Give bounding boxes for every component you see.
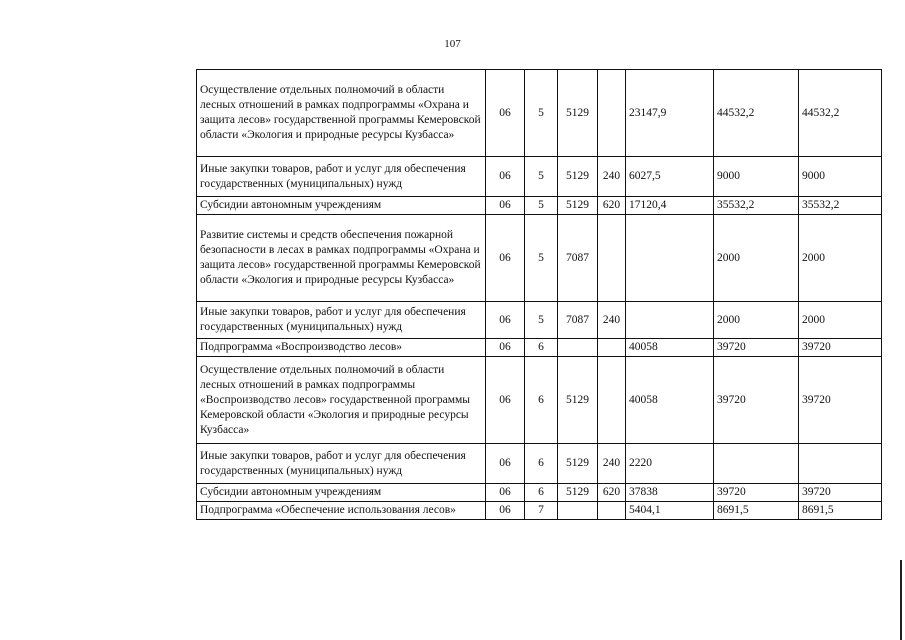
row-name: Подпрограмма «Обеспечение использования лесов»: [197, 502, 486, 520]
amount-3: 39720: [799, 484, 882, 502]
amount-3: [799, 444, 882, 484]
amount-3: 9000: [799, 157, 882, 197]
item-code: 5129: [558, 157, 598, 197]
amount-1: [626, 215, 714, 302]
item-code: [558, 339, 598, 357]
section-code: 06: [486, 357, 525, 444]
amount-2: 39720: [714, 484, 799, 502]
subsection-code: 5: [525, 70, 558, 157]
row-name: Иные закупки товаров, работ и услуг для обеспечения государственных (муниципальных) нужд: [197, 302, 486, 339]
amount-2: 2000: [714, 302, 799, 339]
amount-2: 35532,2: [714, 197, 799, 215]
item-code: 7087: [558, 302, 598, 339]
expense-type-code: [598, 339, 626, 357]
expense-type-code: [598, 70, 626, 157]
table-row: [197, 197, 882, 215]
amount-3: 39720: [799, 357, 882, 444]
row-name: Субсидии автономным учреждениям: [197, 197, 486, 215]
amount-1: 17120,4: [626, 197, 714, 215]
subsection-code: 6: [525, 444, 558, 484]
section-code: 06: [486, 302, 525, 339]
amount-2: 44532,2: [714, 70, 799, 157]
section-code: 06: [486, 502, 525, 520]
subsection-code: 5: [525, 215, 558, 302]
subsection-code: 7: [525, 502, 558, 520]
subsection-code: 5: [525, 302, 558, 339]
expense-type-code: 240: [598, 157, 626, 197]
amount-2: [714, 444, 799, 484]
amount-2: 2000: [714, 215, 799, 302]
amount-2: 9000: [714, 157, 799, 197]
section-code: 06: [486, 339, 525, 357]
subsection-code: 5: [525, 197, 558, 215]
amount-3: 2000: [799, 215, 882, 302]
amount-1: 40058: [626, 339, 714, 357]
budget-table: [196, 69, 882, 520]
subsection-code: 6: [525, 357, 558, 444]
amount-1: 37838: [626, 484, 714, 502]
section-code: 06: [486, 444, 525, 484]
amount-1: 6027,5: [626, 157, 714, 197]
row-name: Осуществление отдельных полномочий в области лесных отношений в рамках подпрограммы «Воспроизводство лесов» государственной программы Кемеровской области «Экология и природные ресурсы Кузбасса»: [197, 357, 486, 444]
item-code: [558, 502, 598, 520]
table-row: [197, 70, 882, 157]
table-row: [197, 302, 882, 339]
table-row: [197, 444, 882, 484]
row-name: Иные закупки товаров, работ и услуг для обеспечения государственных (муниципальных) нужд: [197, 157, 486, 197]
item-code: 5129: [558, 197, 598, 215]
amount-1: 40058: [626, 357, 714, 444]
subsection-code: 6: [525, 339, 558, 357]
amount-3: 2000: [799, 302, 882, 339]
amount-1: 5404,1: [626, 502, 714, 520]
amount-3: 35532,2: [799, 197, 882, 215]
item-code: 5129: [558, 357, 598, 444]
section-code: 06: [486, 215, 525, 302]
subsection-code: 5: [525, 157, 558, 197]
row-name: Осуществление отдельных полномочий в области лесных отношений в рамках подпрограммы «Охрана и защита лесов» государственной программы Кемеровской области «Экология и природные ресурсы Кузбасса»: [197, 70, 486, 157]
section-code: 06: [486, 484, 525, 502]
amount-1: 23147,9: [626, 70, 714, 157]
table-row: [197, 339, 882, 357]
amount-2: 39720: [714, 339, 799, 357]
expense-type-code: 620: [598, 484, 626, 502]
table-row: [197, 357, 882, 444]
table-row: [197, 157, 882, 197]
amount-3: 8691,5: [799, 502, 882, 520]
table-row: [197, 502, 882, 520]
expense-type-code: [598, 502, 626, 520]
table-row: [197, 215, 882, 302]
amount-2: 39720: [714, 357, 799, 444]
amount-3: 44532,2: [799, 70, 882, 157]
row-name: Развитие системы и средств обеспечения пожарной безопасности в лесах в рамках подпрограммы «Охрана и защита лесов» государственной программы Кемеровской области «Экология и природные ресурсы Кузбасса»: [197, 215, 486, 302]
item-code: 5129: [558, 70, 598, 157]
row-name: Иные закупки товаров, работ и услуг для обеспечения государственных (муниципальных) нужд: [197, 444, 486, 484]
subsection-code: 6: [525, 484, 558, 502]
row-name: Субсидии автономным учреждениям: [197, 484, 486, 502]
page-number: 107: [444, 38, 461, 50]
amount-2: 8691,5: [714, 502, 799, 520]
expense-type-code: 240: [598, 444, 626, 484]
expense-type-code: 620: [598, 197, 626, 215]
section-code: 06: [486, 157, 525, 197]
amount-1: [626, 302, 714, 339]
row-name: Подпрограмма «Воспроизводство лесов»: [197, 339, 486, 357]
item-code: 5129: [558, 484, 598, 502]
item-code: 7087: [558, 215, 598, 302]
section-code: 06: [486, 70, 525, 157]
table-row: [197, 484, 882, 502]
item-code: 5129: [558, 444, 598, 484]
expense-type-code: 240: [598, 302, 626, 339]
scan-edge-line: [900, 560, 902, 640]
section-code: 06: [486, 197, 525, 215]
expense-type-code: [598, 215, 626, 302]
expense-type-code: [598, 357, 626, 444]
amount-1: 2220: [626, 444, 714, 484]
amount-3: 39720: [799, 339, 882, 357]
